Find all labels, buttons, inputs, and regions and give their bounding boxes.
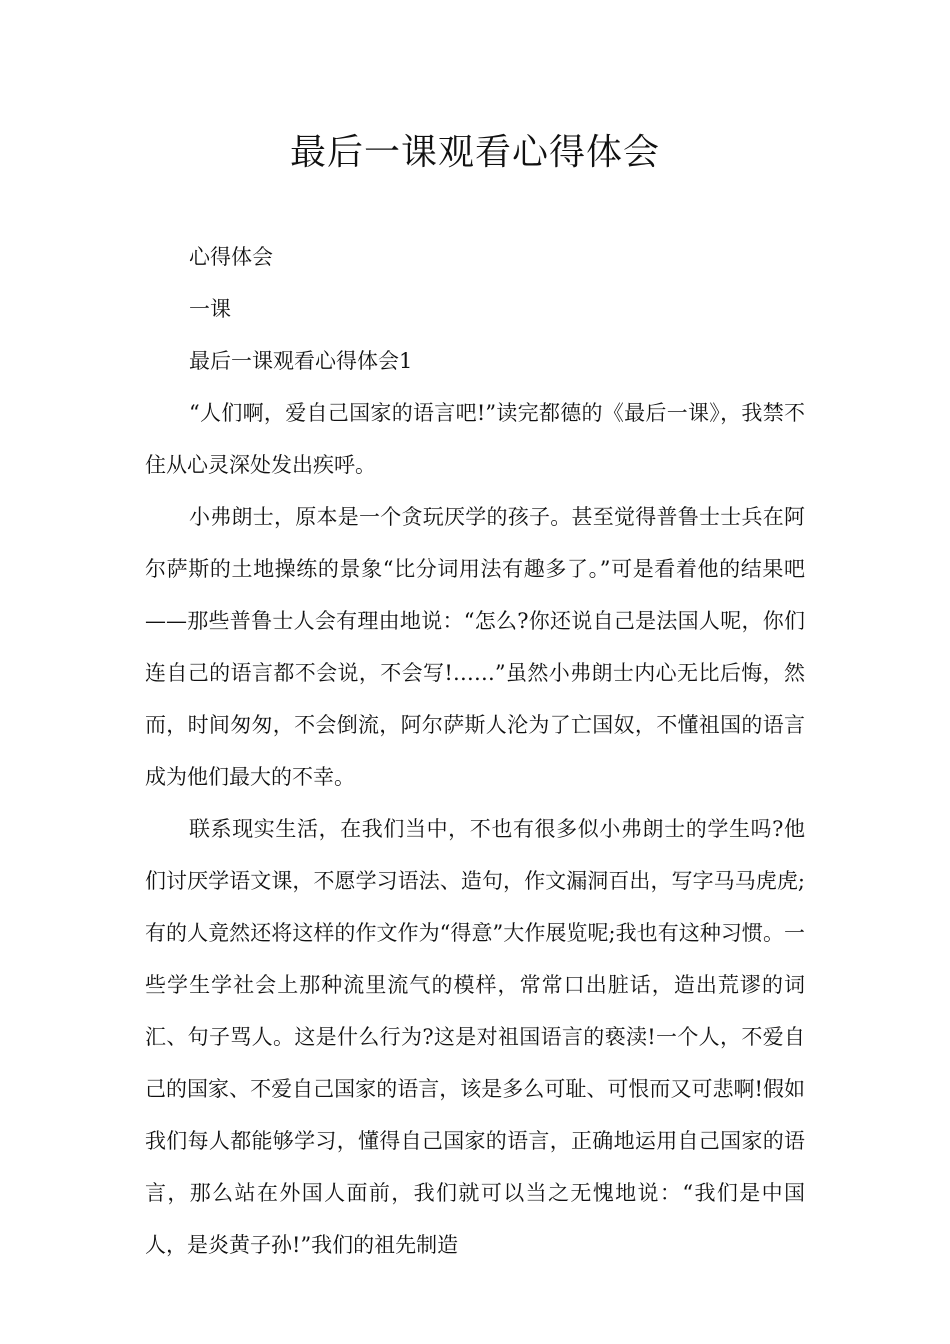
document-title: 最后一课观看心得体会 [289,132,660,173]
paragraph: “人们啊，爱自己国家的语言吧!”读完都德的《最后一课》，我禁不住从心灵深处发出疾呼。 [145,401,805,477]
paragraph-heading-2: 一课 [189,297,231,321]
paragraph: 小弗朗士，原本是一个贪玩厌学的孩子。甚至觉得普鲁士士兵在阿尔萨斯的土地操练的景象“比分词用法有趣多了。”可是看着他的结果吧——那些普鲁士人会有理由地说：“怎么?你还说自己是法国人呢，你们连自己的语言都不会说，不会写!……”虽然小弗朗士内心无比后悔，然而，时间匆匆，不会倒流，阿尔萨斯人沦为了亡国奴，不懂祖国的语言成为他们最大的不幸。 [145,505,805,789]
paragraph: 联系现实生活，在我们当中，不也有很多似小弗朗士的学生吗?他们讨厌学语文课，不愿学习语法、造句，作文漏洞百出，写字马马虎虎;有的人竟然还将这样的作文作为“得意”大作展览呢;我也有这种习惯。一些学生学社会上那种流里流气的模样，常常口出脏话，造出荒谬的词汇、句子骂人。这是什么行为?这是对祖国语言的亵渎!一个人，不爱自己的国家、不爱自己国家的语言，该是多么可耻、可恨而又可悲啊!假如我们每人都能够学习，懂得自己国家的语言，正确地运用自己国家的语言，那么站在外国人面前，我们就可以当之无愧地说：“我们是中国人，是炎黄子孙!”我们的祖先制造 [145,817,805,1257]
document-body [145,231,805,1271]
paragraph-heading-3: 最后一课观看心得体会1 [189,349,413,373]
paragraph-heading-1: 心得体会 [189,245,273,269]
